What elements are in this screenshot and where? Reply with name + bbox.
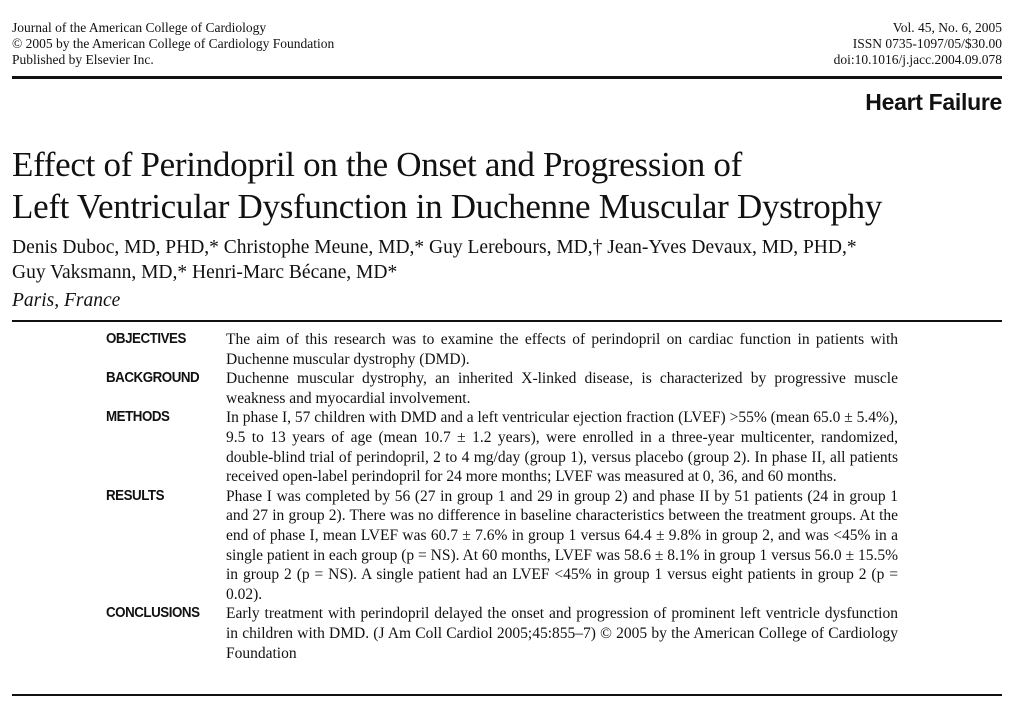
abstract-heading: BACKGROUND xyxy=(106,370,200,387)
abstract-heading: METHODS xyxy=(106,409,170,426)
abstract-heading: CONCLUSIONS xyxy=(106,605,200,622)
title-line: Left Ventricular Dysfunction in Duchenne Muscular Dystrophy xyxy=(12,187,883,226)
abstract-objectives xyxy=(106,330,898,369)
abstract-text: The aim of this research was to examine the effects of perindopril on cardiac function in patients with Duchenne muscular dystrophy (DMD). xyxy=(226,331,898,368)
author-list xyxy=(12,235,1012,285)
journal-copyright: © 2005 by the American College of Cardiology Foundation xyxy=(12,36,335,51)
affiliation: Paris, France xyxy=(12,290,121,311)
journal-identifiers xyxy=(834,20,1002,68)
abstract-heading: RESULTS xyxy=(106,487,165,504)
abstract-text: Early treatment with perindopril delayed the onset and progression of prominent left ventricle dysfunction in children with DMD. (J Am Coll Cardiol 2005;45:855–7) © 2005 by the American College of Cardiology Foundation xyxy=(226,605,898,662)
journal-publisher: Published by Elsevier Inc. xyxy=(12,52,154,67)
abstract-text: Phase I was completed by 56 (27 in group 1 and 29 in group 2) and phase II by 51 patients (24 in group 1 and 27 in group 2). There was no difference in baseline characteristics between the treatment groups. At the end of phase I, mean LVEF was 60.7 ± 7.6% in group 1 versus 64.4 ± 9.8% in group 2, and was <45% in a single patient in each group (p = NS). At 60 months, LVEF was 58.6 ± 8.1% in group 1 versus 56.0 ± 15.5% in group 2 (p = NS). A single patient had an LVEF <45% in group 1 versus eight patients in group 2 (p = 0.02). xyxy=(226,487,898,603)
title-line: Effect of Perindopril on the Onset and Progression of xyxy=(12,145,742,184)
section-label: Heart Failure xyxy=(865,89,1002,115)
header-rule xyxy=(12,76,1002,79)
journal-doi: doi:10.1016/j.jacc.2004.09.078 xyxy=(833,52,1002,67)
abstract-top-rule xyxy=(12,320,1002,322)
author-line: Denis Duboc, MD, PHD,* Christophe Meune, MD,* Guy Lerebours, MD,† Jean-Yves Devaux, MD, PHD,* xyxy=(12,237,857,258)
author-line: Guy Vaksmann, MD,* Henri-Marc Bécane, MD* xyxy=(12,262,398,283)
abstract-text: In phase I, 57 children with DMD and a left ventricular ejection fraction (LVEF) >55% (mean 65.0 ± 5.4%), 9.5 to 13 years of age (mean 10.7 ± 1.2 years), were enrolled in a three-year multicenter, randomized, double-blind trial of perindopril, 2 to 4 mg/day (group 1), versus placebo (group 2). In phase II, all patients received open-label perindopril for 24 more months; LVEF was measured at 0, 36, and 60 months. xyxy=(226,409,898,486)
abstract xyxy=(106,330,898,663)
journal-citation xyxy=(12,20,334,68)
article-title xyxy=(12,144,1002,228)
abstract-heading: OBJECTIVES xyxy=(106,331,186,347)
journal-issn: ISSN 0735-1097/05/$30.00 xyxy=(852,36,1002,51)
abstract-results xyxy=(106,487,898,605)
journal-volume: Vol. 45, No. 6, 2005 xyxy=(892,20,1002,35)
abstract-methods xyxy=(106,408,898,486)
abstract-conclusions xyxy=(106,604,898,663)
journal-name: Journal of the American College of Cardiology xyxy=(12,20,267,35)
abstract-background xyxy=(106,369,898,408)
abstract-text: Duchenne muscular dystrophy, an inherited X-linked disease, is characterized by progressive muscle weakness and myocardial involvement. xyxy=(226,370,898,407)
abstract-bottom-rule xyxy=(12,694,1002,696)
